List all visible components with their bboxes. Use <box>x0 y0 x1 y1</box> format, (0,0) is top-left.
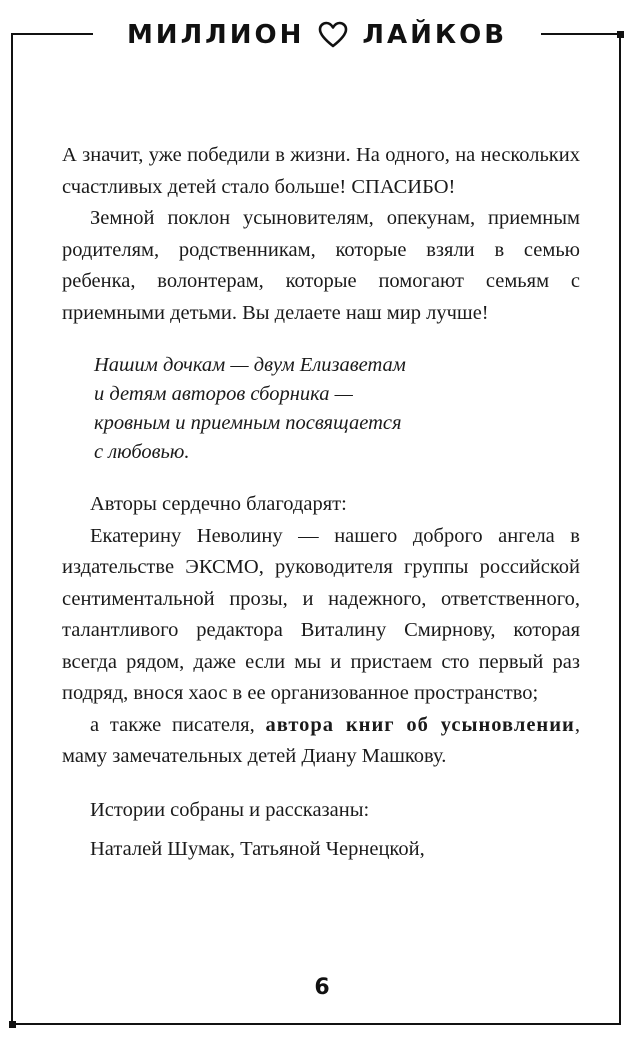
frame-top-line-left <box>11 33 93 35</box>
dedication-line: Нашим дочкам — двум Елизаветам <box>94 354 406 376</box>
thanks-intro: Авторы сердечно благодарят: <box>90 493 347 515</box>
page-body <box>62 140 580 866</box>
dedication <box>94 351 580 467</box>
thanks-paragraph-1: Екатерину Неволину — нашего доброго ангела в издательстве ЭКСМО, руководителя группы российской сентиментальной прозы, и надежного, ответственного, талантливого редактора Виталину Смирнову, которая всегда рядом, даже если мы и пристаем сто первый раз подряд, внося хаос в ее организованное пространство; <box>62 524 580 704</box>
paragraph-intro: А значит, уже победили в жизни. На одного, на нескольких счастливых детей стало больше! СПАСИБО! <box>62 144 580 198</box>
thanks-paragraph-2-end: , маму замечательных детей Диану Машкову. <box>62 713 580 767</box>
dedication-line: с любовью. <box>94 441 190 463</box>
thanks-paragraph-2-start: а также писателя, <box>90 713 266 736</box>
paragraph-gratitude: Земной поклон усыновителям, опекунам, приемным родителям, родственникам, которые взяли в семью ребенка, волонтерам, которые помогают семьям с приемными детьми. Вы делаете наш мир лучше! <box>62 207 580 324</box>
dedication-line: кровным и приемным посвящается <box>94 412 402 434</box>
frame-corner-bottom-left <box>9 1021 16 1028</box>
authors-line: Наталей Шумак, Татьяной Чернецкой, <box>90 838 425 860</box>
dedication-line: и детям авторов сборника — <box>94 383 353 405</box>
running-head <box>100 18 534 52</box>
thanks-paragraph-2 <box>62 710 580 773</box>
heart-outline-icon <box>318 21 348 49</box>
page-number: 6 <box>314 975 330 1000</box>
frame-top-line-right <box>541 33 621 35</box>
stories-intro: Истории собраны и рассказаны: <box>90 798 370 821</box>
thanks-paragraph-2-bold: автора книг об усыновлении <box>265 713 575 736</box>
frame-corner-top-right <box>617 31 624 38</box>
running-head-word-2: ЛАЙКОВ <box>362 20 508 50</box>
running-head-word-1: МИЛЛИОН <box>126 20 305 50</box>
